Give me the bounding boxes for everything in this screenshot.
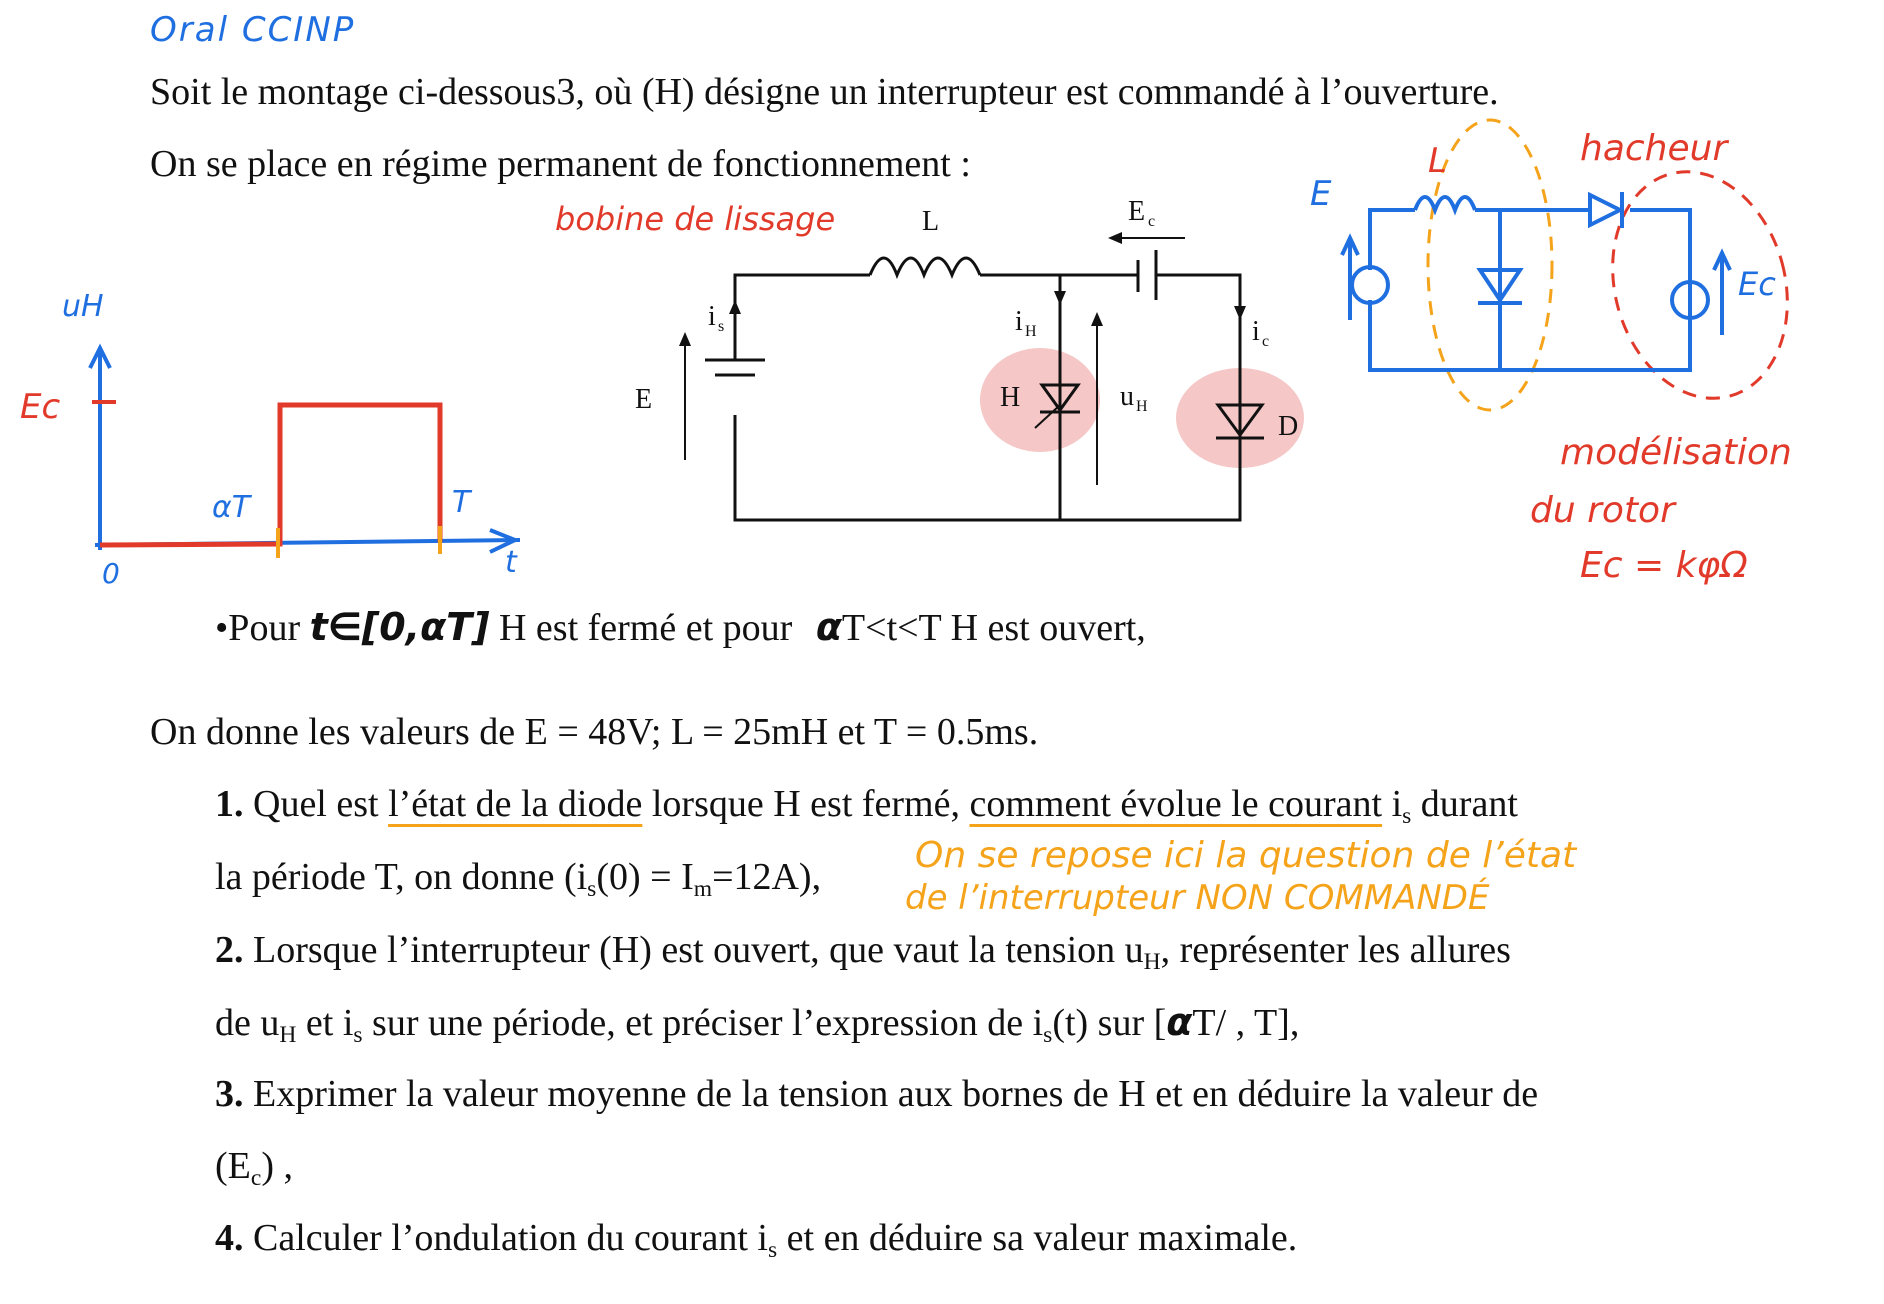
formula-annotation: Ec = kφΩ: [1580, 545, 1748, 586]
intro-line-1: Soit le montage ci-dessous3, où (H) désigne un interrupteur est commandé à l’ouverture.: [150, 71, 1499, 113]
q2-line2-d: (t) sur [: [1052, 1002, 1167, 1044]
q1-text-a: Quel est: [253, 783, 379, 825]
uh-label: u: [1120, 381, 1134, 412]
rotor-annotation: du rotor: [1530, 490, 1675, 531]
orange-annotation-line-2: de l’interrupteur NON COMMANDÉ: [905, 878, 1490, 918]
values-line: On donne les valeurs de E = 48V; L = 25mH et T = 0.5ms.: [150, 711, 1039, 753]
uh-arrow-head: [1091, 312, 1103, 326]
q1-text-f: durant: [1420, 783, 1518, 825]
q2-line2-sub2: s: [353, 1022, 363, 1049]
sketch-ec-label: Ec: [1738, 265, 1776, 303]
q2-line2-sub3: s: [1043, 1022, 1053, 1049]
q1-line2-c: =12A),: [712, 856, 822, 898]
hand-alpha: α: [815, 605, 842, 649]
q2-line2-sub1: H: [279, 1022, 297, 1049]
sketch-e-source: [1352, 267, 1388, 303]
q2-line2-e: T/ , T],: [1192, 1002, 1300, 1044]
q2-line2-c: sur une période, et préciser l’expression de i: [372, 1002, 1044, 1044]
statement-end: T<t<T H est ouvert,: [841, 607, 1146, 649]
sketch-diode: [1590, 195, 1620, 225]
ic-label: i: [1252, 316, 1260, 347]
origin-label: 0: [102, 557, 120, 590]
q2-sub: H: [1143, 949, 1161, 976]
e-label: E: [635, 384, 653, 415]
modelisation-annotation: modélisation: [1560, 432, 1792, 473]
ih-arrow-head: [1054, 291, 1066, 305]
sketch-e-label: E: [1310, 174, 1332, 214]
alpha-t-label: αT: [212, 490, 251, 525]
hand-interval: t∈[0,αT]: [309, 605, 490, 649]
q1-text-c: lorsque H est fermé,: [651, 783, 960, 825]
question-3-line-2: [215, 1144, 293, 1192]
intro-line-2: On se place en régime permanent de fonctionnement :: [150, 143, 971, 185]
e-arrow-head: [679, 332, 691, 346]
uh-sketch-graph: [0, 280, 560, 600]
bullet-prefix: •Pour: [215, 607, 301, 649]
q2-hand-alpha: α: [1166, 1000, 1193, 1044]
inductor-symbol: [870, 258, 980, 275]
ec-label: E: [1128, 196, 1146, 227]
sketch-l-label: L: [1428, 141, 1447, 181]
sketch-wire: [1370, 300, 1690, 370]
is-label-sub: s: [718, 318, 725, 335]
ec-label-sub: c: [1148, 213, 1156, 230]
q4-text-b: et en déduire sa valeur maximale.: [786, 1217, 1298, 1259]
q2-line2-b: et i: [305, 1002, 354, 1044]
h-label: H: [1000, 382, 1021, 413]
is-arrow-head: [729, 300, 741, 314]
circuit-wire: [735, 275, 870, 360]
q3-number: 3.: [215, 1073, 244, 1115]
orange-annotation-line-1: On se repose ici la question de l’état: [915, 835, 1577, 876]
h-highlight: [980, 348, 1100, 452]
statement-mid: H est fermé et pour: [498, 607, 793, 649]
q1-line2-sub2: m: [693, 876, 713, 903]
q1-line2-a: la période T, on donne (i: [215, 856, 588, 898]
q1-line2-sub1: s: [587, 876, 597, 903]
ec-level-label: Ec: [20, 387, 61, 427]
handwritten-title: Oral CCINP: [150, 10, 356, 50]
q2-number: 2.: [215, 929, 244, 971]
q1-underlined-current: comment évolue le courant: [969, 783, 1383, 825]
q4-text-a: Calculer l’ondulation du courant i: [253, 1217, 768, 1259]
q3-line2-a: (E: [215, 1145, 251, 1187]
q2-text-a: Lorsque l’interrupteur (H) est ouvert, que vaut la tension u: [253, 929, 1144, 971]
q3-line2-b: ) ,: [261, 1145, 293, 1187]
q1-is-sub: s: [1402, 803, 1412, 830]
q1-line2-b: (0) = I: [596, 856, 694, 898]
question-2: [215, 928, 1511, 976]
uh-waveform: [100, 405, 440, 545]
uh-label-sub: H: [1136, 398, 1148, 415]
ih-label: i: [1015, 306, 1023, 337]
question-1: [215, 782, 1518, 830]
q4-number: 4.: [215, 1217, 244, 1259]
ih-label-sub: H: [1025, 323, 1037, 340]
q1-number: 1.: [215, 783, 244, 825]
ic-arrow-head: [1234, 306, 1246, 320]
time-label: t: [505, 545, 517, 580]
q1-underlined-diode: l’état de la diode: [388, 783, 643, 825]
is-label: i: [708, 301, 716, 332]
q2-line2-a: de u: [215, 1002, 280, 1044]
question-1-line-2: [215, 855, 821, 903]
q1-is: i: [1391, 783, 1403, 825]
d-label: D: [1278, 411, 1299, 442]
q3-text: Exprimer la valeur moyenne de la tension aux bornes de H et en déduire la valeur de: [253, 1073, 1539, 1115]
q3-line2-sub: c: [250, 1165, 262, 1192]
question-2-line-2: [215, 1000, 1299, 1049]
statement-line: [215, 605, 1146, 650]
q4-sub: s: [767, 1237, 778, 1264]
question-3: [215, 1072, 1538, 1116]
hacheur-annotation: hacheur: [1580, 128, 1728, 169]
sketch-inductor: [1415, 197, 1475, 210]
inductor-label: L: [922, 206, 940, 237]
chopper-circuit: [560, 196, 1380, 540]
period-label: T: [452, 485, 471, 520]
sketch-wire: [1370, 210, 1415, 270]
ic-label-sub: c: [1262, 333, 1270, 350]
q2-text-b: , représenter les allures: [1160, 929, 1511, 971]
y-label: uH: [62, 289, 104, 324]
ec-arrow-head: [1108, 232, 1122, 244]
question-4: [215, 1216, 1297, 1264]
bobine-annotation: bobine de lissage: [555, 200, 836, 238]
